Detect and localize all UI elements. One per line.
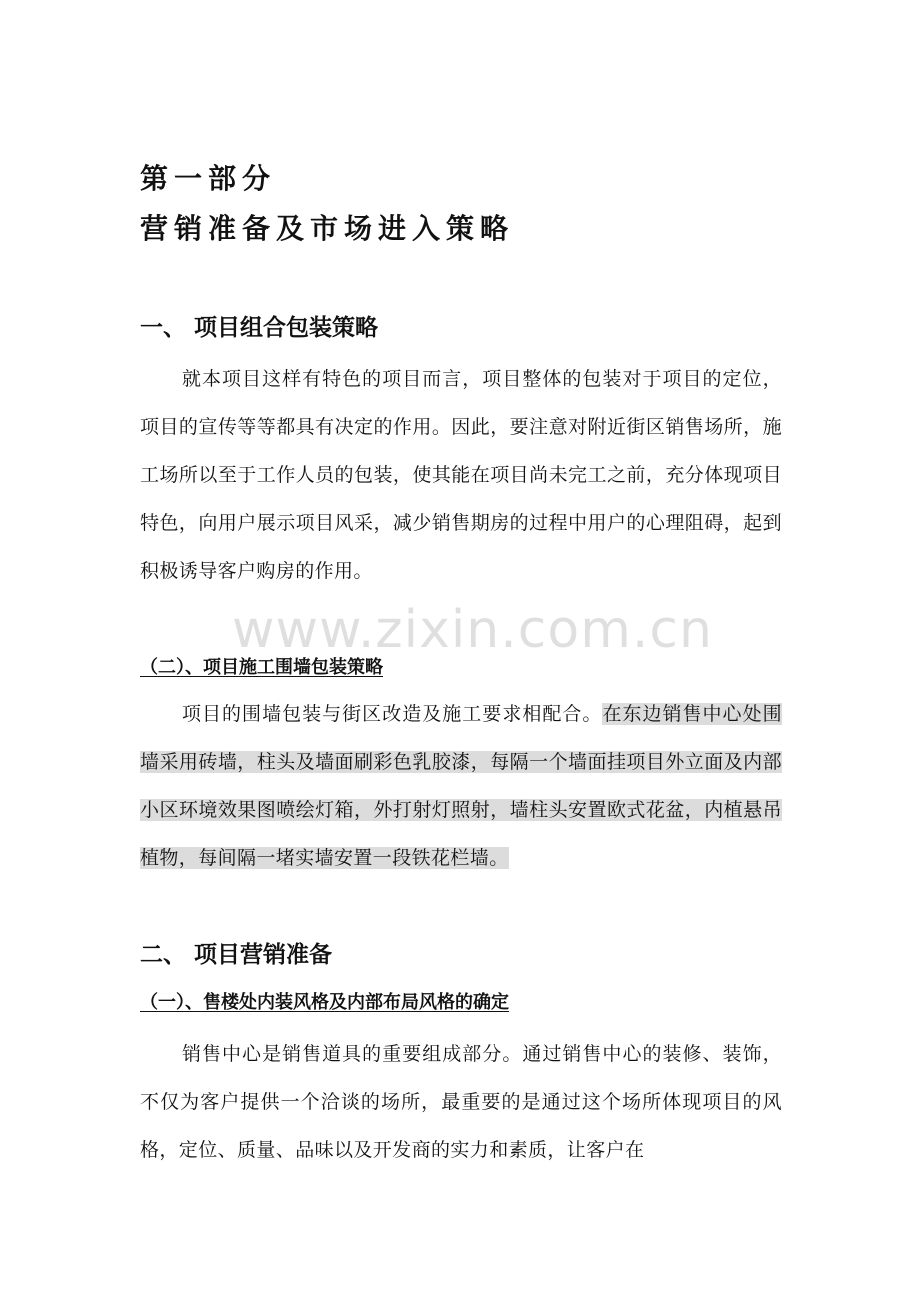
section-1-paragraph: 就本项目这样有特色的项目而言，项目整体的包装对于项目的定位，项目的宣传等等都具有决定的作用。因此，要注意对附近街区销售场所，施工场所以至于工作人员的包装，使其能在项目尚未完工之前，充分体现项目特色，向用户展示项目风采，减少销售期房的过程中用户的心理阻碍，起到积极诱导客户购房的作用。 bbox=[140, 368, 782, 582]
watermark: www.zixin.com.cn bbox=[232, 600, 713, 660]
subsection-1-paragraph: 销售中心是销售道具的重要组成部分。通过销售中心的装修、装饰，不仅为客户提供一个洽谈的场所，最重要的是通过这个场所体现项目的风格，定位、质量、品味以及开发商的实力和素质，让客户在 bbox=[140, 1043, 782, 1161]
part-label: 第一部分 bbox=[140, 162, 277, 195]
section-heading-1: 一、 项目组合包装策略 bbox=[140, 315, 379, 341]
subsection-2-paragraph bbox=[140, 690, 782, 882]
part-title: 营销准备及市场进入策略 bbox=[140, 212, 515, 245]
subsection-heading-1: （一）、售楼处内装风格及内部布局风格的确定 bbox=[140, 992, 509, 1013]
subsection-heading-2: （二）、项目施工围墙包装策略 bbox=[140, 657, 383, 678]
paragraph-plain-text: 项目的围墙包装与街区改造及施工要求相配合。 bbox=[182, 703, 603, 725]
section-heading-2: 二、 项目营销准备 bbox=[140, 942, 333, 968]
highlighted-text: 在东边销售中心处围墙采用砖墙，柱头及墙面刷彩色乳胶漆，每隔一个墙面挂项目外立面及内部小区环境效果图喷绘灯箱，外打射灯照射，墙柱头安置欧式花盆，内植悬吊植物，每间隔一堵实墙安置一段铁花栏墙。 bbox=[140, 703, 782, 869]
